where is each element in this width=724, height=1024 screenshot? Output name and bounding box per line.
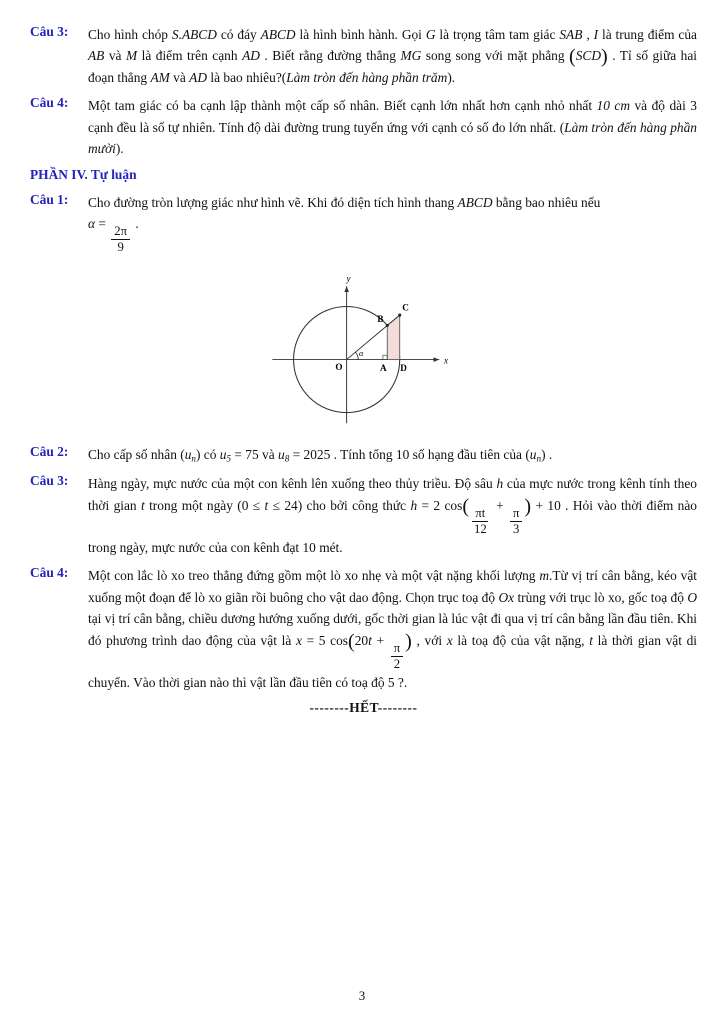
text-run: Làm tròn đến hàng phần trăm bbox=[286, 69, 448, 85]
text-run: của mực nước trong kênh tính theo thời gian bbox=[88, 476, 697, 513]
text-run: (0 ≤ bbox=[237, 497, 265, 513]
text-run: O bbox=[687, 589, 697, 605]
big-paren: ( bbox=[348, 630, 355, 653]
label-y: y bbox=[346, 273, 351, 284]
text-run: t bbox=[264, 497, 269, 513]
text-run: x bbox=[295, 632, 302, 648]
text-run: h bbox=[410, 497, 418, 513]
math-subscript: n bbox=[536, 453, 542, 464]
text-run: = 75 và bbox=[231, 447, 279, 463]
text-run: . Tỉ số giữa hai đoạn thẳng bbox=[88, 48, 698, 85]
text-run: u bbox=[278, 447, 285, 463]
text-run: song song với mặt phẳng bbox=[421, 48, 570, 64]
label-c: C bbox=[401, 302, 409, 313]
text-run: M bbox=[125, 48, 138, 64]
text-run: SCD bbox=[575, 48, 602, 64]
text-run: + bbox=[371, 632, 389, 648]
text-run: là thời gian vật di chuyển. Vào thời gian nào thì vật lần đầu tiên có toạ độ 5 ?. bbox=[88, 632, 698, 690]
text-run: và bbox=[169, 69, 190, 85]
text-run: ) bbox=[195, 447, 201, 463]
text-run: . bbox=[132, 216, 139, 232]
text-run: , với bbox=[411, 632, 447, 648]
y-axis-arrow bbox=[344, 286, 349, 292]
text-run: ABCD bbox=[260, 27, 296, 42]
text-run: ) bbox=[541, 447, 546, 463]
text-run: ( bbox=[525, 447, 530, 463]
question-text bbox=[88, 473, 697, 558]
text-run: AD bbox=[242, 48, 260, 64]
text-run: ). bbox=[115, 141, 124, 157]
text-run: = bbox=[95, 216, 110, 232]
text-run: t bbox=[141, 497, 145, 513]
question-text bbox=[88, 95, 697, 159]
text-run: x bbox=[446, 632, 453, 648]
text-run: có đáy bbox=[216, 27, 261, 42]
text-run: .Từ vị trí cân bằng, kéo vật xuống một đoạn để lò xo giãn rồi buông cho vật dao động. Chọn trục toạ độ bbox=[88, 568, 697, 605]
page-number: 3 bbox=[358, 988, 366, 1003]
fraction: $\frac{\pi}{2}$ bbox=[391, 641, 403, 672]
big-paren: ) bbox=[524, 495, 532, 518]
fraction: $\frac{2\pi}{9}$ bbox=[111, 224, 130, 255]
label-a: A bbox=[379, 363, 387, 374]
big-paren: ( bbox=[462, 495, 469, 518]
text-run: I bbox=[593, 27, 599, 42]
text-run: u bbox=[529, 447, 537, 463]
text-run: Một tam giác có ba cạnh lập thành một cấp số nhân. Biết cạnh lớn nhất hơn cạnh nhỏ nhất bbox=[88, 98, 597, 114]
text-run: . bbox=[545, 447, 553, 463]
text-run: S.ABCD bbox=[171, 27, 217, 42]
text-run: trùng với trục lò xo, gốc toạ độ bbox=[514, 589, 688, 605]
question-row bbox=[30, 473, 697, 558]
question-label: Câu 4: bbox=[30, 95, 69, 111]
text-run: m bbox=[539, 568, 550, 584]
text-run: là toạ độ của vật nặng, bbox=[452, 632, 590, 648]
math-subscript: n bbox=[191, 453, 196, 464]
text-run: tại vị trí cân bằng, chiều dương hướng xuống dưới, gốc thời gian là lúc vật đi qua vị trí cân bằng lần đầu tiên. Khi đó phương trình dao động của vật là bbox=[88, 611, 697, 648]
label-o: O bbox=[334, 362, 342, 373]
question-text bbox=[88, 444, 697, 466]
text-run: ≤ 24) bbox=[268, 497, 303, 513]
text-run: u bbox=[184, 447, 192, 463]
text-run: u bbox=[219, 447, 227, 463]
text-run: AB bbox=[88, 48, 105, 64]
big-paren: ( bbox=[569, 46, 576, 69]
question-row bbox=[30, 24, 697, 88]
question-label: Câu 1: bbox=[30, 191, 69, 207]
text-run: h bbox=[496, 476, 504, 492]
text-run: cho bởi công thức bbox=[302, 497, 411, 513]
label-x: x bbox=[443, 355, 448, 366]
text-run: 20 bbox=[354, 632, 369, 648]
text-run: Cho đường tròn lượng giác như hình vẽ. Khi đó diện tích hình thang bbox=[88, 194, 458, 210]
right-angle-mark bbox=[382, 355, 386, 359]
text-run: = 2025 . Tính tổng 10 số hạng đầu tiên của bbox=[289, 447, 526, 463]
question-label: Câu 2: bbox=[30, 444, 69, 460]
question-row bbox=[30, 444, 697, 466]
text-run: trong một ngày bbox=[144, 497, 238, 513]
question-row bbox=[30, 95, 697, 159]
text-run: t bbox=[368, 632, 372, 648]
text-run: MG bbox=[400, 48, 422, 64]
text-run: và bbox=[104, 48, 126, 64]
text-run: AD bbox=[189, 69, 208, 85]
text-run: và độ dài 3 cạnh đều là số tự nhiên. Tính độ dài đường trung tuyến ứng với cạnh có số đo lớn nhất. ( bbox=[88, 98, 697, 135]
fraction: $\frac{\pi}{3}$ bbox=[510, 506, 522, 537]
text-run: là hình bình hành. Gọi bbox=[295, 27, 426, 42]
point-c-dot bbox=[398, 314, 401, 317]
question-text bbox=[88, 565, 697, 693]
big-paren: ) bbox=[601, 46, 608, 69]
text-run: là trung điểm của bbox=[598, 27, 697, 42]
label-b: B bbox=[376, 314, 383, 325]
question-text bbox=[88, 192, 697, 255]
text-run: Làm tròn đến hàng phần mười bbox=[88, 119, 697, 157]
unit-circle-figure bbox=[30, 263, 697, 432]
math-subscript: 8 bbox=[284, 453, 290, 464]
point-b-dot bbox=[385, 324, 388, 327]
text-run: có bbox=[200, 447, 220, 463]
text-run: ( bbox=[180, 447, 185, 463]
text-run: ABCD bbox=[457, 194, 493, 210]
label-d: D bbox=[399, 363, 407, 374]
question-label: Câu 3: bbox=[30, 24, 69, 39]
text-run: t bbox=[589, 632, 593, 648]
fraction: $\frac{\pi t}{12}$ bbox=[474, 505, 487, 536]
question-row bbox=[30, 565, 697, 693]
text-run: là bao nhiêu?( bbox=[207, 69, 287, 85]
text-run: α bbox=[88, 216, 96, 232]
text-run: Cho hình chóp bbox=[88, 27, 172, 42]
text-run: bằng bao nhiêu nếu bbox=[492, 194, 601, 210]
text-run: là điểm trên cạnh bbox=[137, 48, 243, 64]
text-run: SAB bbox=[559, 27, 583, 42]
question-label: Câu 4: bbox=[30, 565, 69, 581]
text-run: Hàng ngày, mực nước của một con kênh lên xuống theo thủy triều. Độ sâu bbox=[88, 476, 497, 492]
big-paren: ) bbox=[405, 630, 412, 653]
text-run: + 10 . Hỏi vào thời điểm nào trong ngày, mực nước của con kênh đạt 10 mét. bbox=[88, 497, 698, 555]
text-run: Cho cấp số nhân bbox=[88, 447, 181, 463]
math-subscript: 5 bbox=[226, 453, 232, 464]
text-run: . Biết rằng đường thẳng bbox=[259, 48, 401, 64]
text-run: 10 cm bbox=[596, 98, 631, 114]
label-alpha: α bbox=[358, 349, 363, 359]
text-run: Một con lắc lò xo treo thẳng đứng gồm một lò xo nhẹ và một vật nặng khối lượng bbox=[88, 568, 540, 584]
text-run: G bbox=[425, 27, 436, 42]
trapezoid-abcd bbox=[387, 315, 399, 359]
text-run: ). bbox=[447, 69, 456, 85]
text-run: là trọng tâm tam giác bbox=[435, 27, 560, 42]
unit-circle-svg bbox=[253, 263, 475, 432]
part-heading: PHẦN IV. Tự luận bbox=[30, 166, 137, 182]
text-run: , bbox=[582, 27, 594, 42]
question-label: Câu 3: bbox=[30, 473, 69, 489]
end-mark: --------HẾT-------- bbox=[309, 700, 418, 716]
text-run: + bbox=[491, 497, 508, 513]
text-run: Ox bbox=[498, 589, 515, 605]
text-run: = 5 cos bbox=[301, 632, 349, 648]
question-list bbox=[30, 24, 697, 716]
alpha-arc bbox=[355, 352, 358, 359]
question-text bbox=[88, 24, 697, 88]
question-row bbox=[30, 192, 697, 255]
x-axis-arrow bbox=[433, 357, 439, 362]
text-run: = 2 cos bbox=[417, 497, 463, 513]
text-run: AM bbox=[150, 69, 170, 85]
